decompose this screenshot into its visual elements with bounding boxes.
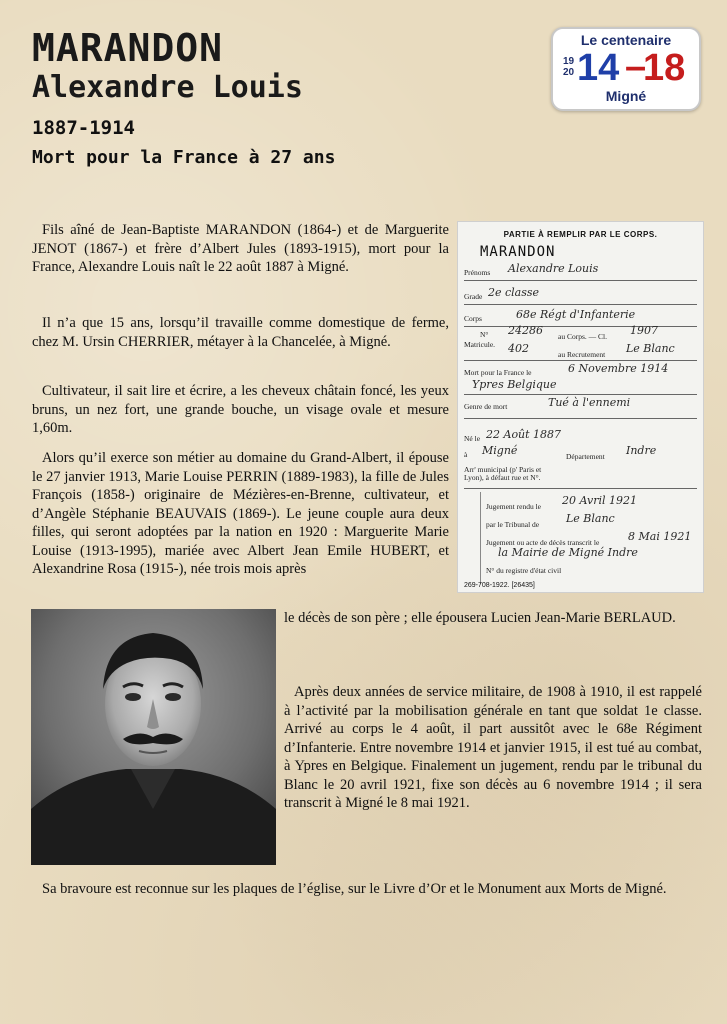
portrait-photo <box>31 609 276 865</box>
portrait-drawing <box>31 609 276 865</box>
card-rule <box>464 280 697 281</box>
card-mort-label: Mort pour la France le <box>464 368 532 377</box>
logo-dash: – <box>625 46 647 88</box>
logo-year-b: 20 <box>563 67 575 78</box>
card-a2-value: la Mairie de Migné Indre <box>498 546 638 559</box>
paragraph-marriage: Alors qu’il exerce son métier au domaine du Grand-Albert, il épouse le 27 janvier 1913, Marie Louise PERRIN (1889-1983), la fille de Jules François (1858-) originaire de Mézières-en-Brenne, cultivateur, et d’Angèle Stéphanie BEAUVAIS (1869-). Le jeune couple aura deux filles, qui seront adoptées par la nation en 1920 : Marguerite Marie Louise (1913-1995), mariée avec Albert Jean Emile HUBERT, et Alexandrine Rosa (1915-), née trois mois après <box>32 450 449 577</box>
card-registre-label: N° du registre d'état civil <box>486 566 562 575</box>
card-trib-label: par le Tribunal de <box>486 520 540 529</box>
card-jug-label: Jugement rendu le <box>486 502 541 511</box>
card-a-value: Migné <box>482 444 518 457</box>
card-recrut-value: Le Blanc <box>626 342 675 355</box>
death-subtitle: Mort pour la France à 27 ans <box>32 147 336 168</box>
card-recrut-num: 402 <box>508 342 529 355</box>
logo-num-left: 14 <box>577 47 620 89</box>
card-prenoms-value: Alexandre Louis <box>508 262 599 275</box>
logo-year-small <box>563 56 574 78</box>
logo-top-text: Le centenaire <box>580 32 672 48</box>
card-au-corps-label: au Corps. — Cl. <box>558 332 607 341</box>
card-rule <box>464 304 697 305</box>
paragraph-military: Après deux années de service militaire, de 1908 à 1910, il est rappelé à l’activité par la mobilisation générale en tant que soldat 1e classe. Arrivé au corps le 4 août, il part aussitôt avec le 68e Régiment d’Infanterie. Entre novembre 1914 et janvier 1915, il est tué au combat, à Ypres en Belgique. Finalement un jugement, rendu par le tribunal du Blanc le 20 avril 1921, fixe son décès au 6 novembre 1914 ; il sera transcrit à Migné le 8 mai 1921. <box>284 684 702 811</box>
paragraph-memorial: Sa bravoure est reconnue sur les plaques de l’église, sur le Livre d’Or et le Monument aux Morts de Migné. <box>42 881 667 897</box>
card-lieu-value: Ypres Belgique <box>472 378 557 391</box>
card-corps-num: 24286 <box>508 324 543 337</box>
card-rule <box>464 360 697 361</box>
card-dept-label: Département <box>566 452 605 461</box>
card-mort-value: 6 Novembre 1914 <box>568 362 669 375</box>
page-header <box>32 26 335 170</box>
paragraph-marriage-cont: le décès de son père ; elle épousera Lucien Jean-Marie BERLAUD. <box>284 610 676 626</box>
card-grade-label: Grade <box>464 292 483 301</box>
surname-title: MARANDON <box>32 26 224 70</box>
card-ne-value: 22 Août 1887 <box>486 428 562 441</box>
card-n-label: N° <box>480 330 489 339</box>
logo-numbers <box>553 48 699 88</box>
card-classe: 1907 <box>630 324 658 337</box>
paragraph-work: Il n’a que 15 ans, lorsqu’il travaille comme domestique de ferme, chez M. Ursin CHERRIER, métayer à la Chancelée, à Migné. <box>32 315 449 350</box>
death-record-card <box>457 221 704 593</box>
card-rule <box>464 394 697 395</box>
card-grade-value: 2e classe <box>488 286 540 299</box>
card-genre-value: Tué à l'ennemi <box>548 396 631 409</box>
paragraph-family: Fils aîné de Jean-Baptiste MARANDON (1864-) et de Marguerite JENOT (1867-) et frère d’Albert Jules (1893-1915), mort pour la France, Alexandre Louis naît le 22 août 1887 à Migné. <box>32 222 449 275</box>
card-rule <box>464 418 697 419</box>
card-rule <box>464 326 697 327</box>
card-corps-label: Corps <box>464 314 482 323</box>
card-side-rule <box>480 492 481 584</box>
card-transcrit-value: 8 Mai 1921 <box>628 530 692 543</box>
card-arr-label: Arr' municipal (p' Paris et Lyon), à défaut rue et N°. <box>464 465 542 482</box>
card-jug-value: 20 Avril 1921 <box>562 494 637 507</box>
logo-bottom-text: Migné <box>605 88 647 104</box>
card-surname: MARANDON <box>480 244 556 260</box>
paragraph-description: Cultivateur, il sait lire et écrire, a les cheveux châtain foncé, les yeux bruns, un nez fort, une grande bouche, un visage ovale et mesure 1,60m. <box>32 383 449 436</box>
centenaire-logo <box>551 27 701 111</box>
card-recrut-label: au Recrutement <box>558 350 606 359</box>
logo-year-a: 19 <box>563 56 575 67</box>
card-rule <box>464 488 697 489</box>
life-years: 1887-1914 <box>32 117 135 139</box>
card-trib-value: Le Blanc <box>566 512 615 525</box>
given-names-title: Alexandre Louis <box>32 70 303 105</box>
card-genre-label: Genre de mort <box>464 402 508 411</box>
card-ne-label: Né le <box>464 434 481 443</box>
card-corps-value: 68e Régt d'Infanterie <box>516 308 636 321</box>
card-footer: 269-708-1922. [26435] <box>464 582 535 589</box>
card-title: PARTIE À REMPLIR PAR LE CORPS. <box>503 230 658 239</box>
logo-num-right: 18 <box>643 47 686 89</box>
card-dept-value: Indre <box>626 444 657 457</box>
card-matricule-label: Matricule. <box>464 340 496 349</box>
card-prenoms-label: Prénoms <box>464 268 491 277</box>
card-a-label: à <box>464 450 468 459</box>
card-transcrit-label: Jugement ou acte de décès transcrit le <box>486 538 600 547</box>
